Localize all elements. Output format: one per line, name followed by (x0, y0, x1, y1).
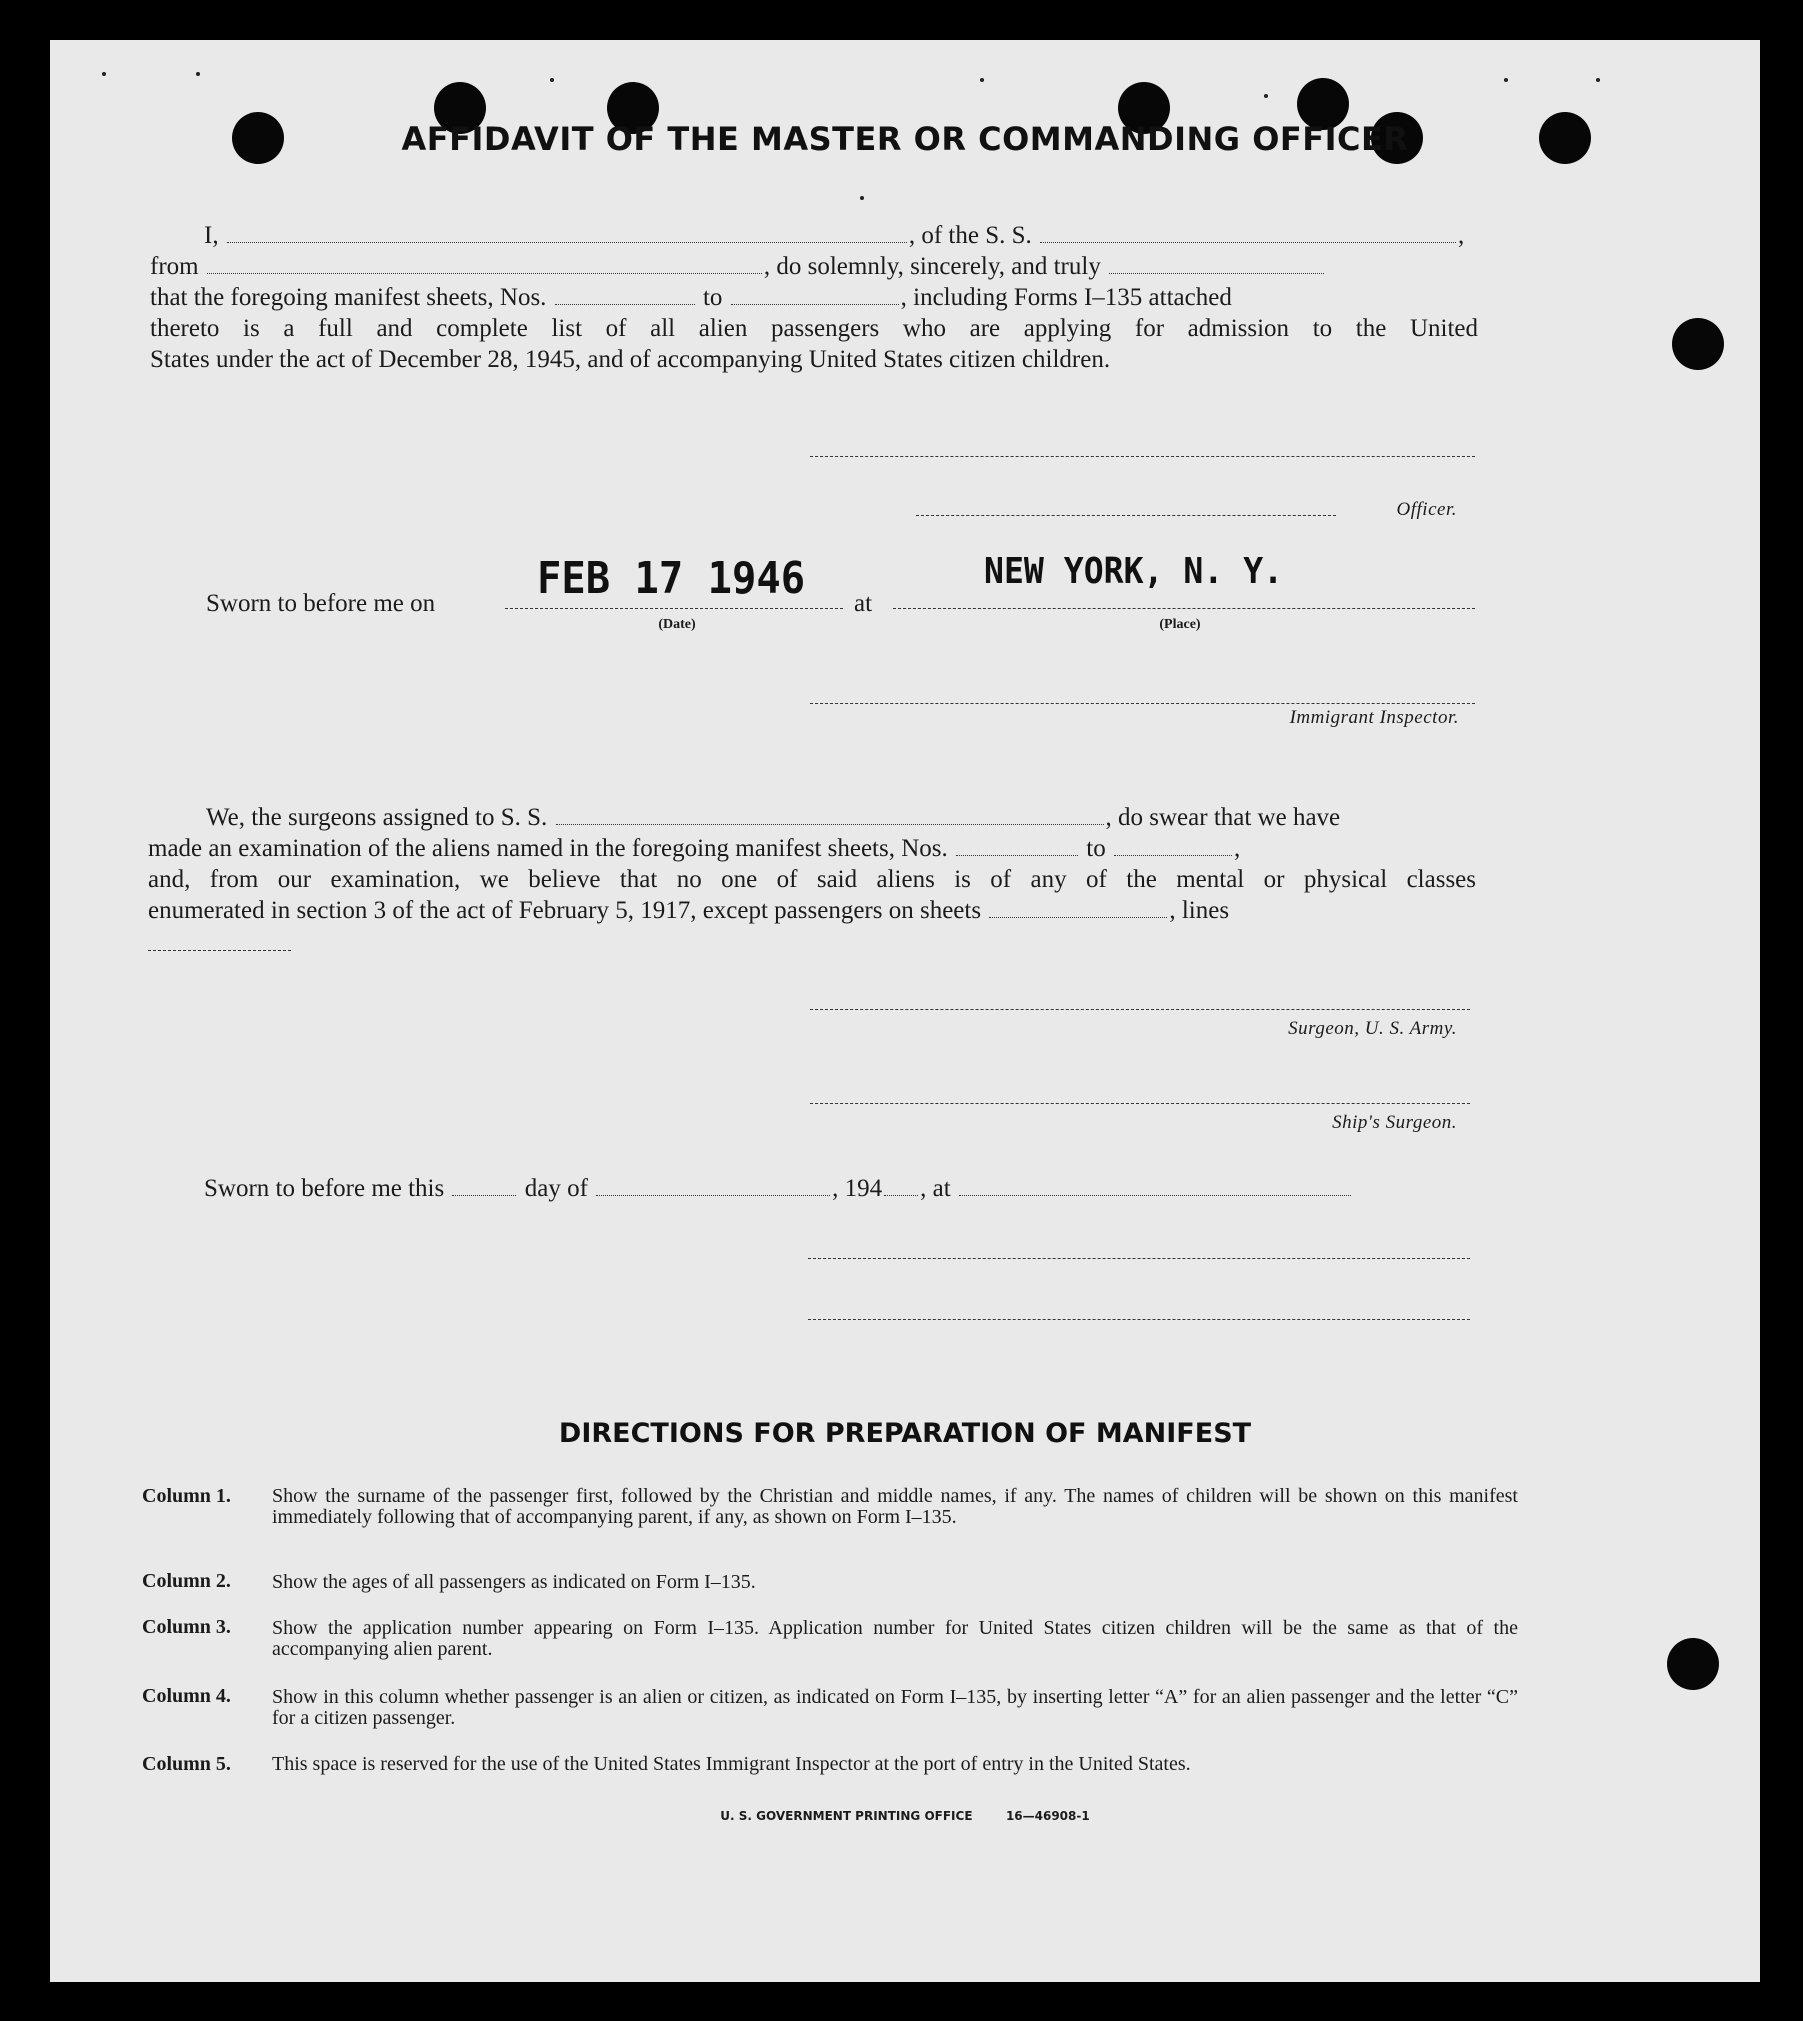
speck (1264, 94, 1268, 98)
sworn-master-prefix: Sworn to before me on (206, 590, 436, 617)
name-field[interactable] (227, 241, 907, 243)
ship-name-field[interactable] (1040, 241, 1456, 243)
printing-office-footer (50, 1809, 1760, 1823)
affidavit-line-1: I, , of the S. S. , (204, 222, 1465, 249)
exam-sheet-to-field[interactable] (1114, 854, 1232, 856)
speck (980, 78, 984, 82)
column-1-label: Column 1. (142, 1485, 231, 1507)
day-field[interactable] (452, 1194, 516, 1196)
to-label: to (702, 284, 723, 311)
speck (860, 196, 864, 200)
affidavit-title: AFFIDAVIT OF THE MASTER OR COMMANDING OFFICER (401, 120, 1409, 158)
do-swear-label: , do swear that we have (1105, 804, 1341, 831)
surgeons-ss-label: We, the surgeons assigned to S. S. (206, 804, 548, 831)
date-caption: (Date) (658, 617, 696, 632)
exam-to-label: to (1086, 835, 1106, 862)
i-label: I, (204, 222, 219, 249)
surgeons-line-2: made an examination of the aliens named in the foregoing manifest sheets, Nos. to , (148, 835, 1241, 862)
sworn-surgeons-line (204, 1173, 1353, 1204)
swear-field[interactable] (1109, 272, 1324, 274)
column-5-label: Column 5. (142, 1753, 231, 1775)
sworn-place-stamp: NEW YORK, N. Y. (984, 551, 1284, 592)
month-field[interactable] (596, 1194, 830, 1196)
sworn-signature-line-1[interactable] (808, 1258, 1470, 1259)
sworn-at-label: , at (920, 1175, 951, 1202)
column-2-label: Column 2. (142, 1570, 231, 1592)
from-label: from (150, 253, 199, 280)
year-field[interactable] (884, 1194, 918, 1196)
affidavit-line-2 (150, 251, 1326, 282)
form-page (50, 40, 1760, 1982)
swear-label: , do solemnly, sincerely, and truly (763, 253, 1101, 280)
speck (1504, 78, 1508, 82)
day-of-label: day of (524, 1175, 588, 1202)
officer-signature-line[interactable] (810, 456, 1475, 457)
sheet-from-field[interactable] (555, 303, 695, 305)
officer-label: Officer. (1396, 499, 1457, 520)
surgeons-line-3: and, from our examination, we believe that no one of said aliens is of any of the mental or physical classes (148, 866, 1476, 893)
inspector-signature-line[interactable] (810, 703, 1475, 704)
except-sheets-field[interactable] (989, 916, 1167, 918)
directions-title: DIRECTIONS FOR PREPARATION OF MANIFEST (558, 1418, 1252, 1449)
lines-field[interactable] (148, 950, 291, 951)
sworn-surgeons-prefix: Sworn to before me this (204, 1175, 445, 1202)
affidavit-line-5: States under the act of December 28, 1945, and of accompanying United States citizen children. (150, 346, 1111, 373)
sworn-at-field[interactable] (959, 1194, 1351, 1196)
sworn-date-stamp: FEB 17 1946 (537, 553, 806, 604)
surgeons-ship-field[interactable] (556, 823, 1104, 825)
column-3-label: Column 3. (142, 1616, 231, 1638)
column-2-text: Show the ages of all passengers as indicated on Form I–135. (272, 1571, 756, 1593)
at-label: at (854, 590, 873, 617)
sworn-date-field[interactable] (505, 608, 843, 609)
lines-label: , lines (1169, 897, 1230, 924)
punch-hole (1667, 1638, 1719, 1690)
sworn-signature-line-2[interactable] (808, 1319, 1470, 1320)
year-label: , 194 (832, 1175, 883, 1202)
surgeons-line-1 (206, 802, 1340, 833)
surgeons-line-4 (148, 895, 1229, 926)
column-5-text: This space is reserved for the use of the United States Immigrant Inspector at the port of entry in the United States. (272, 1753, 1191, 1775)
sheets-label: that the foregoing manifest sheets, Nos. (150, 284, 547, 311)
speck (1596, 78, 1600, 82)
of-ss-label: , of the S. S. (908, 222, 1032, 249)
speck (196, 72, 200, 76)
from-port-field[interactable] (207, 272, 762, 274)
column-3-text: Show the application number appearing on Form I–135. Application number for United States citizen children will be the same as that of the accompanying alien parent. (272, 1617, 1518, 1660)
exam-sheet-from-field[interactable] (956, 854, 1078, 856)
army-surgeon-label: Surgeon, U. S. Army. (1288, 1018, 1457, 1039)
sworn-place-field[interactable] (893, 608, 1475, 609)
printer-label: U. S. GOVERNMENT PRINTING OFFICE (720, 1809, 973, 1823)
army-surgeon-signature-line[interactable] (810, 1009, 1470, 1010)
affidavit-line-3 (150, 282, 1232, 313)
column-4-text: Show in this column whether passenger is an alien or citizen, as indicated on Form I–135, by inserting letter “A” for an alien passenger and the letter “C” for a citizen passenger. (272, 1686, 1518, 1729)
officer-title-line[interactable] (916, 515, 1336, 516)
exam-label: made an examination of the aliens named in the foregoing manifest sheets, Nos. (148, 835, 948, 862)
enumerated-label: enumerated in section 3 of the act of February 5, 1917, except passengers on sheets (148, 897, 982, 924)
forms-label: , including Forms I–135 attached (900, 284, 1232, 311)
affidavit-line-4: thereto is a full and complete list of all alien passengers who are applying for admission to the United (150, 315, 1478, 342)
column-1-text: Show the surname of the passenger first, followed by the Christian and middle names, if any. The names of children will be shown on this manifest immediately following that of accompanying parent, if any, as shown on Form I–135. (272, 1485, 1518, 1528)
punch-hole (1672, 318, 1724, 370)
ship-surgeon-label: Ship's Surgeon. (1332, 1112, 1457, 1133)
form-code: 16—46908-1 (1005, 1809, 1090, 1823)
ship-surgeon-signature-line[interactable] (810, 1103, 1470, 1104)
place-caption: (Place) (1159, 617, 1201, 632)
speck (102, 72, 106, 76)
inspector-label: Immigrant Inspector. (1289, 707, 1459, 728)
speck (550, 78, 554, 82)
sheet-to-field[interactable] (731, 303, 899, 305)
column-4-label: Column 4. (142, 1685, 231, 1707)
